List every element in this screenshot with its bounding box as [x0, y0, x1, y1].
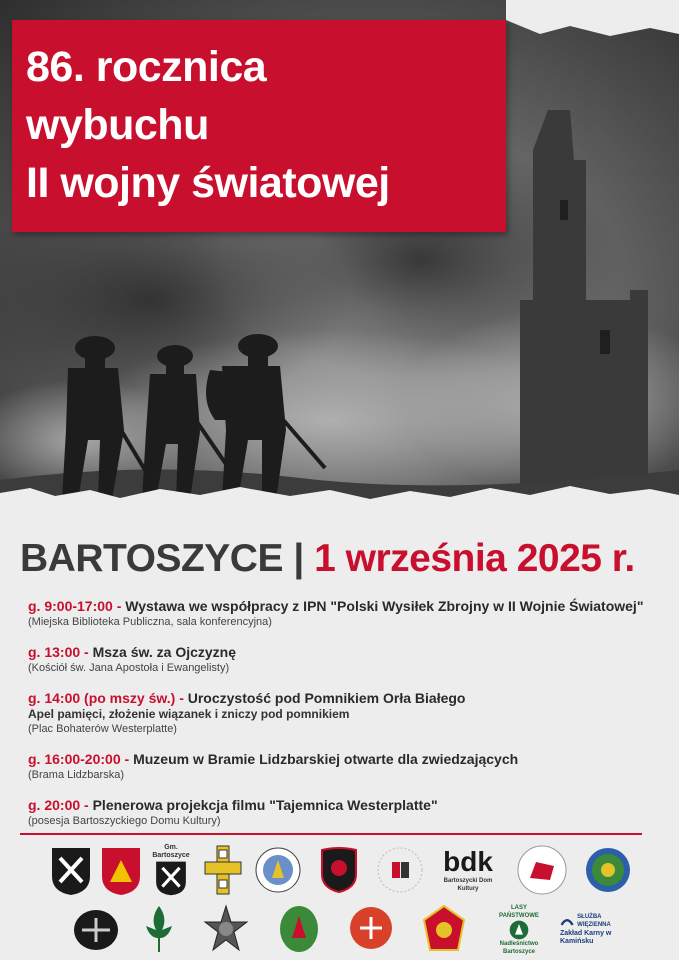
headline-city: BARTOSZYCE — [20, 537, 283, 580]
bdk-wordmark: bdk — [443, 846, 493, 877]
headline-date: 1 września 2025 r. — [314, 537, 635, 580]
event-title: Msza św. za Ojczyznę — [92, 644, 237, 660]
title-line-3: II wojny światowej — [26, 159, 390, 207]
cross-emblem-logo — [203, 844, 243, 896]
shield-badge-logo — [318, 846, 360, 894]
biblioteka-logo — [376, 844, 424, 896]
nadlesnictwo-logo — [492, 904, 546, 956]
bdk-subtitle: Bartoszycki Dom Kultury — [443, 878, 493, 892]
green-badge-logo — [278, 904, 320, 954]
sluzba-name: Zakład Karny w Kamińsku — [560, 930, 612, 945]
sluzba-top: SŁUŻBA WIĘZIENNA — [577, 914, 611, 928]
event-extra: Apel pamięci, złożenie wiązanek i zniczy pod pomnikiem — [28, 707, 350, 721]
sponsor-logos — [0, 842, 679, 960]
event-time: g. 14:00 (po mszy św.) - — [28, 690, 184, 706]
nadlesnictwo-label: Nadleśnictwo Bartoszyce — [499, 941, 539, 955]
sluzba-wiezienna-icon — [560, 912, 574, 930]
gm-bartoszyce-logo — [150, 844, 192, 896]
event-title: Wystawa we współpracy z IPN "Polski Wysiłek Zbrojny w II Wojnie Światowej" — [125, 598, 644, 614]
red-round-logo — [348, 904, 394, 952]
scout-lily-logo — [138, 904, 180, 954]
police-star-logo — [203, 904, 249, 954]
coat-of-arms-logo — [50, 846, 92, 896]
event-time: g. 13:00 - — [28, 644, 89, 660]
event-time: g. 20:00 - — [28, 797, 89, 813]
event-place: (Brama Lidzbarska) — [28, 769, 124, 781]
event-title: Uroczystość pod Pomnikiem Orła Białego — [187, 690, 466, 706]
museum-round-logo — [516, 844, 568, 896]
veterans-round-logo — [72, 908, 120, 952]
divider — [20, 833, 642, 835]
event-time: g. 16:00-20:00 - — [28, 751, 130, 767]
bdk-logo — [436, 848, 500, 892]
event-item — [28, 643, 668, 676]
title-box — [12, 20, 506, 232]
headline — [20, 537, 635, 581]
sluzba-wiezienna-logo — [560, 906, 624, 952]
event-item — [28, 750, 668, 783]
event-place: (Kościół św. Jana Apostoła i Ewangelisty) — [28, 662, 230, 674]
green-round-logo — [584, 846, 632, 894]
event-item — [28, 796, 668, 829]
title-line-1: 86. rocznica — [26, 43, 267, 91]
event-title: Muzeum w Bramie Lidzbarskiej otwarte dla zwiedzających — [133, 751, 519, 767]
gm-bartoszyce-label: Gm. Bartoszyce — [152, 844, 190, 859]
headline-separator: | — [293, 537, 304, 580]
fire-brigade-logo — [420, 904, 468, 954]
event-item — [28, 597, 668, 630]
event-list — [28, 597, 668, 842]
event-place: (Miejska Biblioteka Publiczna, sala konferencyjna) — [28, 616, 272, 628]
city-coat-of-arms-logo — [100, 846, 142, 896]
circular-church-logo — [254, 846, 302, 894]
event-time: g. 9:00-17:00 - — [28, 598, 122, 614]
title-line-2: wybuchu — [26, 101, 209, 149]
event-item — [28, 689, 668, 737]
event-title: Plenerowa projekcja filmu "Tajemnica Westerplatte" — [92, 797, 438, 813]
event-place: (Plac Bohaterów Westerplatte) — [28, 723, 177, 735]
nadlesnictwo-top: LASY PAŃSTWOWE — [499, 905, 539, 919]
event-place: (posesja Bartoszyckiego Domu Kultury) — [28, 815, 221, 827]
